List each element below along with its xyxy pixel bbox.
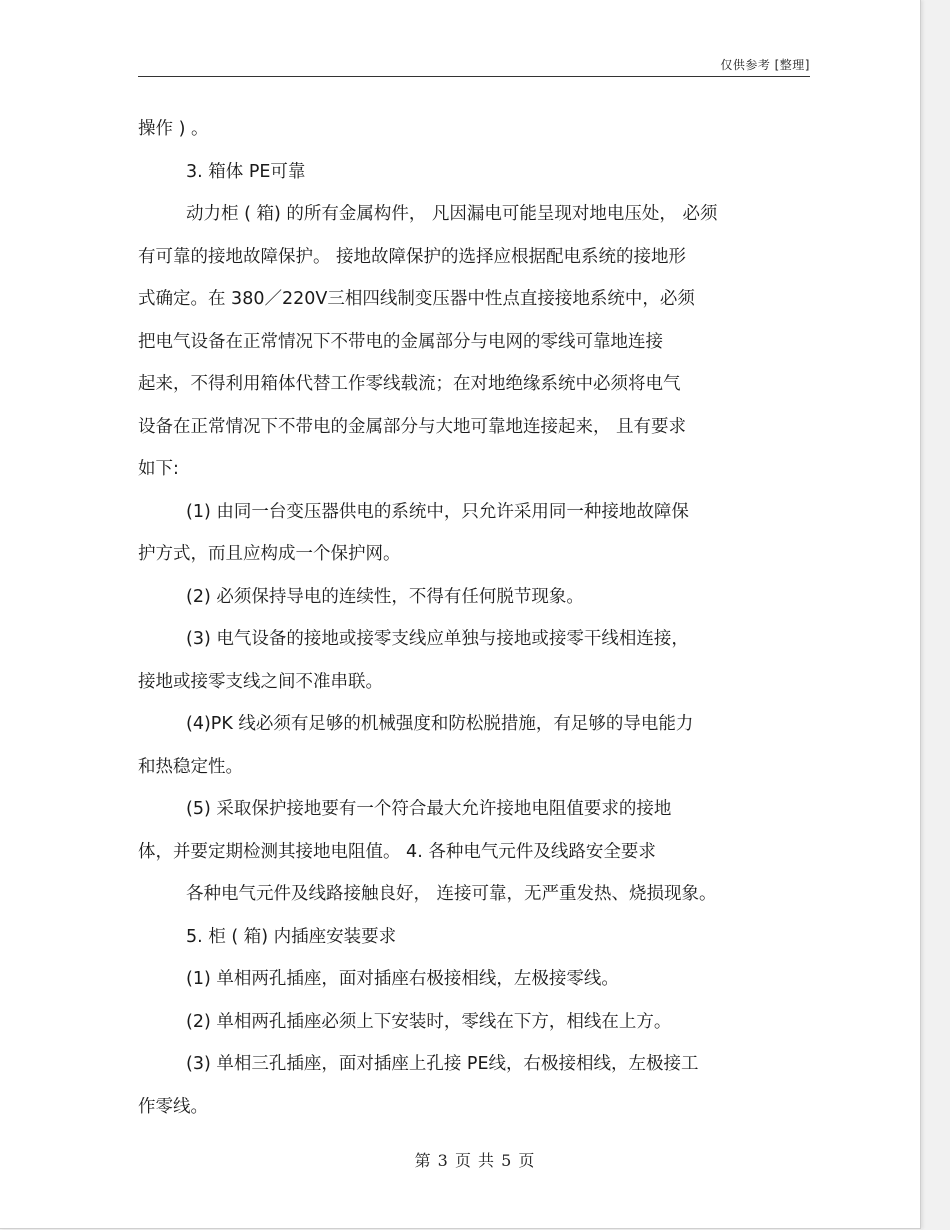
- list-item: (2) 必须保持导电的连续性，不得有任何脱节现象。: [186, 586, 584, 607]
- page-footer: 第 3 页 共 5 页: [414, 1151, 536, 1170]
- page-header: 仅供参考 [整理]: [720, 58, 810, 72]
- body-line: 体，并要定期检测其接地电阻值。 4. 各种电气元件及线路安全要求: [138, 841, 656, 862]
- list-item: (5) 采取保护接地要有一个符合最大允许接地电阻值要求的接地: [186, 799, 672, 819]
- list-item: (1) 由同一台变压器供电的系统中，只允许采用同一种接地故障保: [186, 501, 689, 522]
- body-line: 设备在正常情况下不带电的金属部分与大地可靠地连接起来， 且有要求: [138, 416, 687, 437]
- list-item: (3) 单相三孔插座，面对插座上孔接 PE线，右极接相线，左极接工: [186, 1054, 699, 1074]
- section-heading: 5. 柜 ( 箱) 内插座安装要求: [186, 926, 397, 947]
- list-item: (2) 单相两孔插座必须上下安装时，零线在下方，相线在上方。: [186, 1011, 672, 1032]
- body-line: 起来，不得利用箱体代替工作零线载流；在对地绝缘系统中必须将电气: [138, 374, 681, 394]
- body-line: 作零线。: [138, 1096, 208, 1117]
- list-item: (1) 单相两孔插座，面对插座右极接相线，左极接零线。: [186, 969, 619, 989]
- body-line: 如下:: [138, 459, 179, 479]
- document-body: [138, 108, 818, 1128]
- body-line: 接地或接零支线之间不准串联。: [138, 671, 383, 692]
- section-heading: 3. 箱体 PE可靠: [186, 161, 306, 182]
- body-line: 护方式，而且应构成一个保护网。: [138, 544, 401, 564]
- body-line: 和热稳定性。: [138, 756, 243, 777]
- list-item: (4)PK 线必须有足够的机械强度和防松脱措施，有足够的导电能力: [186, 714, 694, 734]
- body-line: 有可靠的接地故障保护。 接地故障保护的选择应根据配电系统的接地形: [138, 246, 687, 267]
- body-line: 操作 ) 。: [138, 119, 209, 139]
- body-line: 各种电气元件及线路接触良好， 连接可靠，无严重发热、烧损现象。: [186, 884, 717, 904]
- header-divider: [138, 76, 810, 77]
- body-line: 把电气设备在正常情况下不带电的金属部分与电网的零线可靠地连接: [138, 331, 663, 352]
- list-item: (3) 电气设备的接地或接零支线应单独与接地或接零干线相连接，: [186, 629, 689, 649]
- body-line: 式确定。在 380／220V三相四线制变压器中性点直接接地系统中，必须: [138, 289, 695, 309]
- body-line: 动力柜 ( 箱) 的所有金属构件， 凡因漏电可能呈现对地电压处， 必须: [186, 204, 718, 224]
